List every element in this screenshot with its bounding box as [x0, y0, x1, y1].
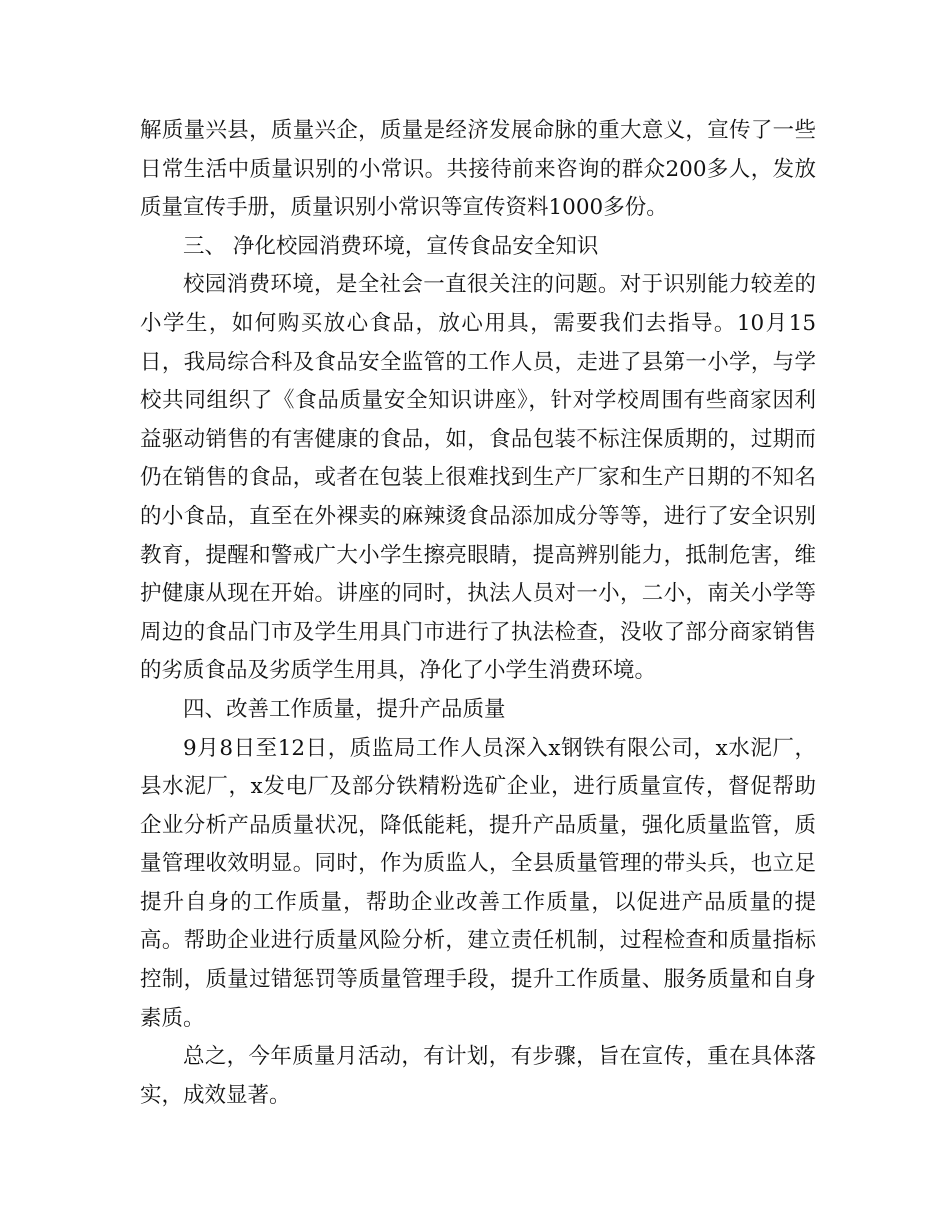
paragraph-section-four: 9月8日至12日，质监局工作人员深入x钢铁有限公司，x水泥厂，县水泥厂，x发电厂及部分铁精粉选矿企业，进行质量宣传，督促帮助企业分析产品质量状况，降低能耗，提升产品质量，强化质量监管，质量管理收效明显。同时，作为质监人，全县质量管理的带头兵，也立足提升自身的工作质量，帮助企业改善工作质量，以促进产品质量的提高。帮助企业进行质量风险分析，建立责任机制，过程检查和质量指标控制，质量过错惩罚等质量管理手段，提升工作质量、服务质量和自身素质。	[140, 735, 816, 1031]
paragraph-continued: 解质量兴县，质量兴企，质量是经济发展命脉的重大意义，宣传了一些日常生活中质量识别的小常识。共接待前来咨询的群众200多人，发放质量宣传手册，质量识别小常识等宣传资料1000多份。	[140, 118, 816, 221]
section-heading-four: 四、改善工作质量，提升产品质量	[183, 696, 506, 722]
section-heading-three: 三、 净化校园消费环境，宣传食品安全知识	[183, 233, 599, 259]
paragraph-section-three: 校园消费环境，是全社会一直很关注的问题。对于识别能力较差的小学生，如何购买放心食品，放心用具，需要我们去指导。10月15日，我局综合科及食品安全监管的工作人员，走进了县第一小学，与学校共同组织了《食品质量安全知识讲座》，针对学校周围有些商家因利益驱动销售的有害健康的食品，如，食品包装不标注保质期的，过期而仍在销售的食品，或者在包装上很难找到生产厂家和生产日期的不知名的小食品，直至在外裸卖的麻辣烫食品添加成分等等，进行了安全识别教育，提醒和警戒广大小学生擦亮眼睛，提高辨别能力，抵制危害，维护健康从现在开始。讲座的同时，执法人员对一小，二小，南关小学等周边的食品门市及学生用具门市进行了执法检查，没收了部分商家销售的劣质食品及劣质学生用具，净化了小学生消费环境。	[140, 272, 816, 684]
document-body	[140, 112, 816, 1115]
paragraph-summary: 总之，今年质量月活动，有计划，有步骤，旨在宣传，重在具体落实，成效显著。	[140, 1044, 816, 1108]
